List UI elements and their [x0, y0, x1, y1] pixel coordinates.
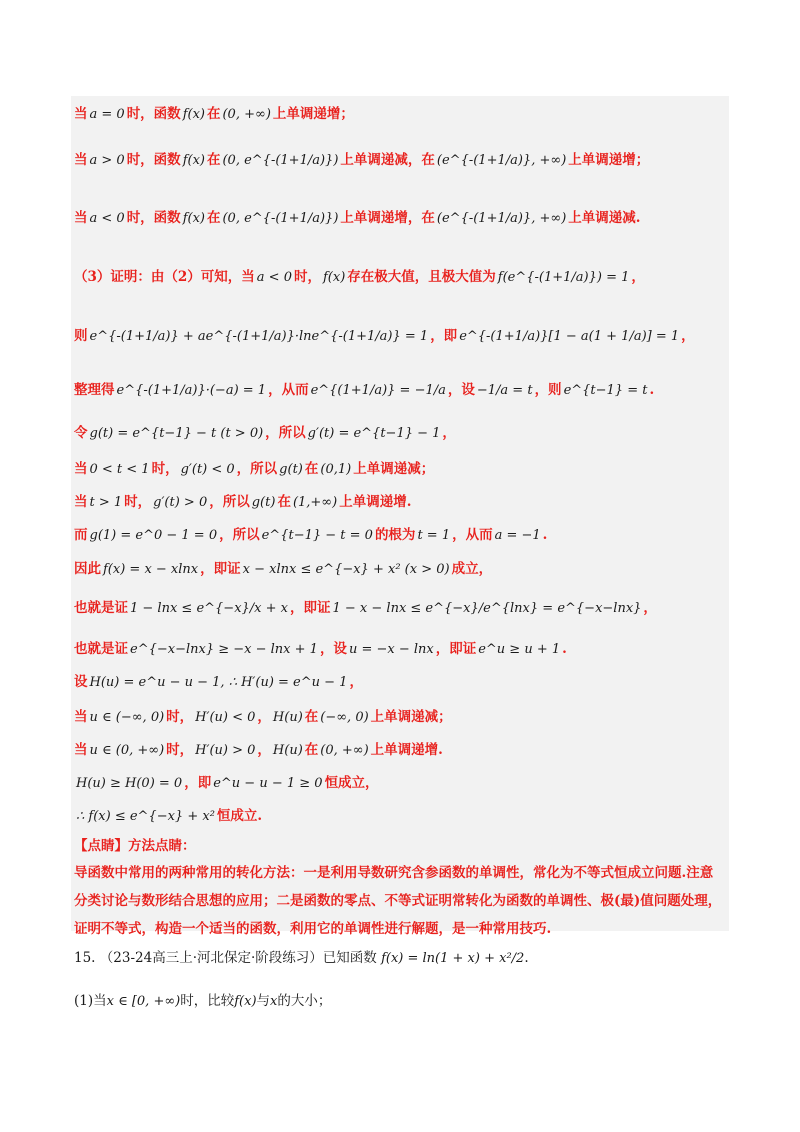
- solution-text: 时，函数: [126, 152, 181, 168]
- solution-math: (1,+∞): [292, 495, 338, 510]
- solution-text: 上单调递减.: [568, 210, 641, 226]
- solution-text: 在: [206, 152, 221, 168]
- solution-text: ，: [257, 709, 271, 725]
- solution-text: ，即: [184, 775, 212, 791]
- solution-text: ，所以: [265, 425, 306, 441]
- solution-text: ，即: [430, 328, 458, 344]
- solution-text: 上单调递减；: [370, 709, 452, 725]
- solution-text: 成立，: [451, 561, 493, 577]
- solution-text: 恒成立.: [216, 808, 263, 824]
- solution-text: ，所以: [209, 494, 250, 510]
- solution-line: [74, 806, 262, 827]
- part1-prefix: (1)当: [74, 993, 107, 1009]
- solution-math: (−∞, 0): [320, 710, 369, 725]
- solution-text: ，设: [319, 641, 347, 657]
- solution-text: 上单调递增；: [568, 152, 650, 168]
- solution-math: u = −x − lnx: [348, 642, 434, 657]
- comment-heading-text: 【点睛】方法点睛：: [74, 838, 196, 854]
- solution-math: ∴ f(x) ≤ e^{−x} + x²: [76, 809, 215, 824]
- solution-line: [74, 598, 657, 619]
- solution-math: (0, +∞): [320, 743, 369, 758]
- solution-text: 恒成立，: [324, 775, 379, 791]
- solution-line: [74, 208, 640, 229]
- solution-text: 存在极大值，且极大值为: [347, 269, 496, 285]
- solution-text: 上单调递增；: [272, 106, 354, 122]
- solution-text: 当: [74, 709, 88, 725]
- solution-text: ，从而: [452, 527, 493, 543]
- solution-math: a > 0: [89, 153, 125, 168]
- solution-math: e^{t−1} − t = 0: [261, 528, 373, 543]
- solution-text: .: [649, 382, 655, 398]
- solution-line: [74, 773, 379, 794]
- solution-math: f(x) = x − xlnx: [103, 562, 199, 577]
- solution-math: e^{-(1+1/a)}[1 − a(1 + 1/a)] = 1: [459, 329, 680, 344]
- solution-math: e^u − u − 1 ≥ 0: [213, 776, 323, 791]
- solution-text: 也就是证: [74, 641, 128, 657]
- question-function: f(x) = ln(1 + x) + x²/2: [381, 951, 525, 966]
- solution-line: [74, 559, 492, 580]
- part1-domain: x ∈ [0, +∞): [106, 994, 181, 1009]
- solution-math: u ∈ (0, +∞): [89, 743, 165, 758]
- solution-math: a < 0: [256, 270, 292, 285]
- solution-text: 当: [74, 106, 88, 122]
- solution-text: 则: [74, 328, 88, 344]
- solution-text: ，所以: [219, 527, 260, 543]
- solution-math: e^{−x−lnx} ≥ −x − lnx + 1: [130, 642, 318, 657]
- solution-text: 而: [74, 527, 88, 543]
- solution-math: e^u ≥ u + 1: [478, 642, 561, 657]
- solution-math: H(u): [272, 743, 303, 758]
- solution-math: g′(t) < 0: [180, 462, 235, 477]
- solution-math: (e^{-(1+1/a)}, +∞): [436, 211, 567, 226]
- solution-text: 时，函数: [126, 210, 181, 226]
- solution-math: e^{-(1+1/a)} + ae^{-(1+1/a)}·lne^{-(1+1/a)} = 1: [89, 329, 429, 344]
- solution-text: ，所以: [236, 461, 278, 477]
- question-source: （23-24高三上·河北保定·阶段练习）已知函数: [99, 950, 377, 966]
- solution-text: ，则: [534, 382, 562, 398]
- solution-math: g′(t) > 0: [153, 495, 208, 510]
- solution-line: [74, 380, 654, 401]
- solution-text: ，: [442, 425, 456, 441]
- solution-math: f(x): [182, 211, 205, 226]
- solution-math: (0, +∞): [222, 107, 271, 122]
- solution-text: 时，: [166, 742, 194, 758]
- part1-mid: 时，比较: [180, 993, 235, 1009]
- part1-fx: f(x): [234, 994, 257, 1009]
- solution-text: 时，: [124, 494, 152, 510]
- solution-line: [74, 740, 443, 761]
- question-15-stem: [74, 948, 529, 969]
- solution-line: [74, 326, 695, 347]
- solution-text: 上单调递减，在: [340, 152, 435, 168]
- solution-math: H(u) = e^u − u − 1, ∴ H′(u) = e^u − 1: [89, 675, 348, 690]
- solution-text: 时，: [166, 709, 194, 725]
- solution-text: 整理得: [74, 382, 115, 398]
- solution-math: t > 1: [89, 495, 123, 510]
- solution-text: ，: [631, 269, 645, 285]
- solution-text: .: [562, 641, 567, 657]
- solution-math: x − xlnx ≤ e^{−x} + x² (x > 0): [242, 562, 450, 577]
- solution-text: 时，: [151, 461, 179, 477]
- solution-line: [74, 672, 363, 693]
- solution-math: u ∈ (−∞, 0): [89, 710, 165, 725]
- solution-text: ，: [349, 674, 363, 690]
- solution-text: 上单调递增.: [339, 494, 412, 510]
- solution-math: g(1) = e^0 − 1 = 0: [89, 528, 218, 543]
- solution-text: 在: [206, 106, 221, 122]
- solution-math: (e^{-(1+1/a)}, +∞): [436, 153, 567, 168]
- comment-heading: [74, 836, 196, 856]
- solution-math: f(x): [182, 107, 205, 122]
- solution-text: ，即证: [435, 641, 477, 657]
- solution-text: 时，函数: [126, 106, 181, 122]
- solution-math: f(x): [322, 270, 346, 285]
- solution-text: ，即证: [290, 600, 331, 616]
- solution-text: 当: [74, 742, 88, 758]
- solution-line: [74, 492, 411, 513]
- solution-math: e^{-(1+1/a)}·(−a) = 1: [116, 383, 267, 398]
- solution-text: 当: [74, 494, 88, 510]
- solution-math: −1/a = t: [476, 383, 533, 398]
- solution-text: 设: [74, 674, 88, 690]
- solution-text: ，: [643, 600, 657, 616]
- solution-text: 时，: [293, 269, 321, 285]
- solution-line: [74, 423, 456, 444]
- solution-line: [74, 267, 645, 288]
- solution-text: 在: [304, 461, 319, 477]
- solution-text: 在: [277, 494, 291, 510]
- solution-line: [74, 104, 354, 125]
- solution-math: 0 < t < 1: [89, 462, 150, 477]
- solution-math: g(t): [251, 495, 276, 510]
- solution-text: 上单调递增，在: [340, 210, 435, 226]
- solution-text: 在: [206, 210, 221, 226]
- solution-math: a < 0: [89, 211, 125, 226]
- solution-line: [74, 707, 452, 728]
- solution-math: e^{(1+1/a)} = −1/a: [310, 383, 446, 398]
- solution-math: H′(u) > 0: [195, 743, 256, 758]
- question-15-part1: [74, 991, 331, 1012]
- solution-math: f(e^{-(1+1/a)}) = 1: [497, 270, 630, 285]
- comment-body: 导函数中常用的两种常用的转化方法：一是利用导数研究含参函数的单调性，常化为不等式恒成立问题.注意分类讨论与数形结合思想的应用；二是函数的零点、不等式证明常转化为函数的单调性、极(最)值问题处理，证明不等式，构造一个适当的函数，利用它的单调性进行解题，是一种常用技巧.: [74, 865, 722, 937]
- solution-text: （3）证明：由（2）可知，当: [74, 269, 255, 285]
- solution-math: g(t): [279, 462, 303, 477]
- solution-math: H(u): [272, 710, 303, 725]
- solution-math: a = −1: [494, 528, 541, 543]
- solution-math: H(u) ≥ H(0) = 0: [76, 776, 183, 791]
- solution-math: f(x): [182, 153, 205, 168]
- solution-text: 在: [304, 742, 319, 758]
- solution-text: 当: [74, 152, 88, 168]
- solution-math: t = 1: [417, 528, 451, 543]
- question-end: .: [524, 950, 529, 966]
- part1-end: 的大小；: [277, 993, 332, 1009]
- solution-math: g(t) = e^{t−1} − t (t > 0): [89, 426, 264, 441]
- solution-line: [74, 639, 567, 660]
- solution-math: a = 0: [89, 107, 125, 122]
- solution-text: 令: [74, 425, 88, 441]
- solution-text: 也就是证: [74, 600, 128, 616]
- solution-text: ，设: [447, 382, 475, 398]
- solution-line: [74, 150, 649, 171]
- solution-text: 当: [74, 461, 88, 477]
- solution-math: 1 − x − lnx ≤ e^{−x}/e^{lnx} = e^{−x−lnx}: [332, 601, 642, 616]
- solution-math: e^{t−1} = t: [563, 383, 648, 398]
- solution-math: (0, e^{-(1+1/a)}): [222, 153, 339, 168]
- solution-text: 的根为: [374, 527, 416, 543]
- solution-math: H′(u) < 0: [195, 710, 256, 725]
- solution-line: [74, 525, 547, 546]
- solution-text: ，即证: [200, 561, 241, 577]
- solution-text: ，从而: [268, 382, 309, 398]
- solution-text: .: [542, 527, 548, 543]
- part1-mid2: 与: [256, 993, 271, 1009]
- solution-math: (0,1): [320, 462, 352, 477]
- solution-text: 上单调递减；: [353, 461, 435, 477]
- solution-text: ，: [257, 742, 271, 758]
- solution-text: 上单调递增.: [370, 742, 443, 758]
- solution-line: [74, 459, 434, 480]
- solution-text: ，: [681, 328, 695, 344]
- solution-text: 因此: [74, 561, 101, 577]
- solution-math: 1 − lnx ≤ e^{−x}/x + x: [130, 601, 288, 616]
- solution-math: (0, e^{-(1+1/a)}): [222, 211, 339, 226]
- solution-text: 在: [304, 709, 319, 725]
- question-number: 15.: [74, 950, 96, 966]
- solution-text: 当: [74, 210, 88, 226]
- solution-math: g′(t) = e^{t−1} − 1: [307, 426, 441, 441]
- part1-x: x: [270, 994, 278, 1009]
